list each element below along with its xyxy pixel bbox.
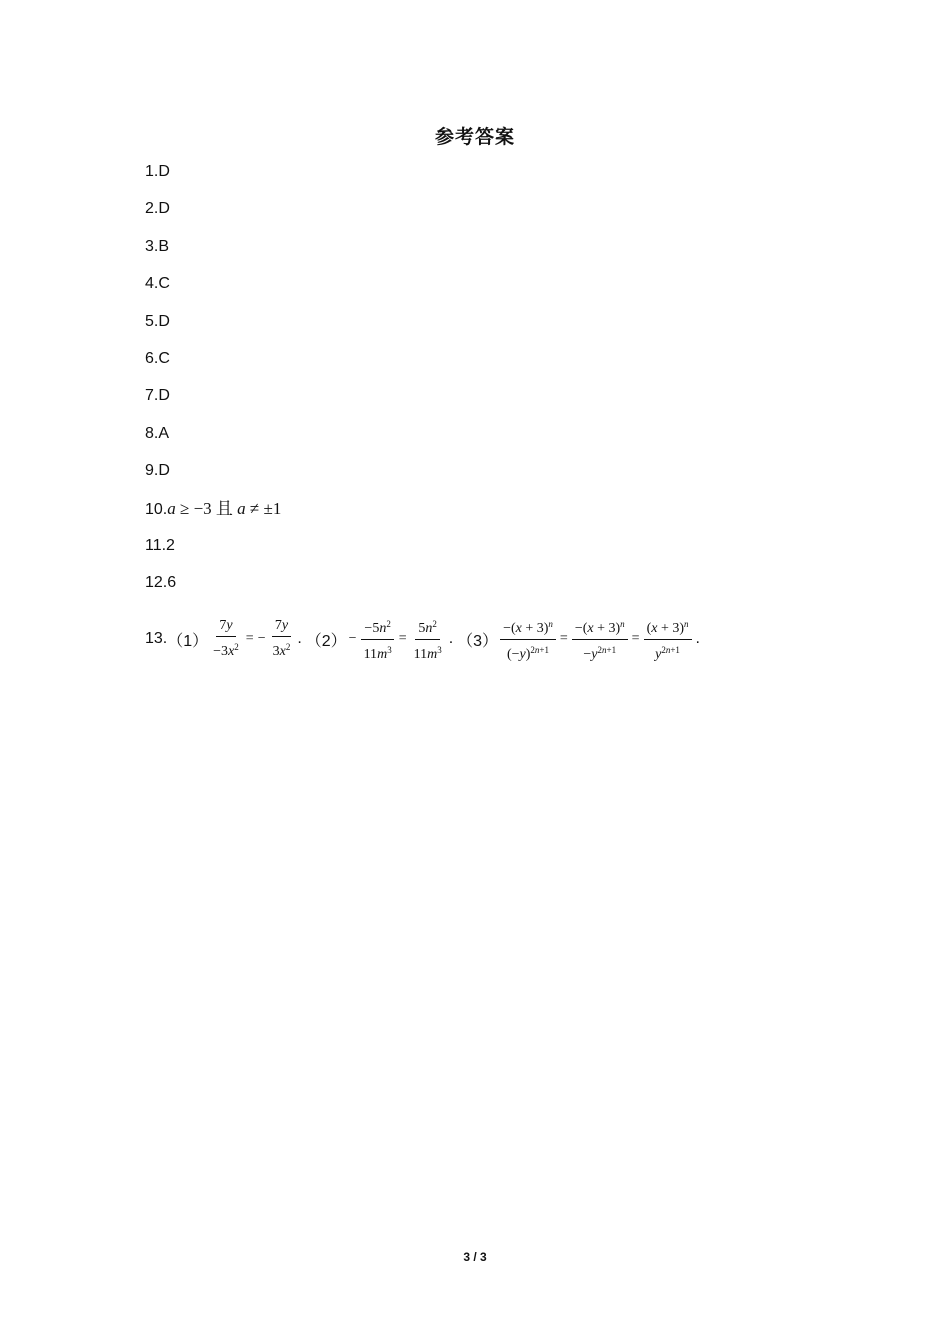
math-variable: a — [232, 498, 246, 518]
math-relation: ≥ −3 — [175, 498, 216, 518]
answer-item: 4.C — [145, 275, 170, 293]
fraction: $\frac{-(x + 3)^n}{(-y)^{2n+1}}$ — [500, 616, 556, 663]
answer-item: 8.A — [145, 424, 170, 442]
answer-item: 11.2 — [145, 536, 175, 554]
answer-number: 10. — [145, 500, 168, 518]
answer-item-13 — [145, 614, 704, 664]
math-relation: ≠ ±1 — [245, 498, 282, 518]
answer-item: 2.D — [145, 200, 170, 218]
fraction: $\frac{(x + 3)^n}{y^{2n+1}}$ — [644, 616, 692, 663]
answer-item: 6.C — [145, 349, 170, 367]
fraction: $\frac{5n^2}{11m^3}$ — [411, 616, 445, 663]
answer-item: 5.D — [145, 312, 170, 330]
answer-number: 13. — [145, 630, 168, 647]
separator: . — [297, 630, 302, 647]
part-label: （3） — [457, 632, 499, 650]
fraction: $\frac{7y}{-3x^2}$ — [213, 618, 239, 659]
math-conjunction: 且 — [215, 498, 233, 518]
math-expression-1: $\frac{7y}{-3x^2}$ = − $\frac{7y}{3x^2}$ — [208, 618, 295, 660]
end-period: . — [695, 630, 700, 647]
answer-item: 7.D — [145, 387, 170, 405]
answer-item: 9.D — [145, 462, 170, 480]
answer-item-10 — [145, 497, 281, 534]
fraction: $\frac{-5n^2}{11m^3}$ — [361, 616, 395, 663]
math-variable: a — [167, 498, 176, 518]
page-number: 3 / 3 — [463, 1250, 487, 1264]
math-expression-3: $\frac{-(x + 3)^n}{(-y)^{2n+1}}$ = $\frac{-(x + 3)^n}{-y^{2n+1}}$ = $\frac{(x + 3)^n}{y^{2n+1}}$ — [498, 616, 693, 663]
answer-item: 3.B — [145, 237, 170, 255]
separator: . — [448, 630, 454, 647]
answer-item: 12.6 — [145, 574, 177, 592]
part-label: （1） — [167, 632, 209, 650]
page-title: 参考答案 — [434, 127, 515, 148]
fraction: $\frac{7y}{3x^2}$ — [272, 618, 291, 659]
answer-item: 1.D — [145, 163, 170, 180]
answer-list — [145, 160, 281, 609]
fraction: $\frac{-(x + 3)^n}{-y^{2n+1}}$ — [572, 616, 628, 663]
part-label: （2） — [305, 632, 347, 650]
math-expression-2: − $\frac{-5n^2}{11m^3}$ = $\frac{5n^2}{11m^3}$ — [347, 616, 447, 663]
